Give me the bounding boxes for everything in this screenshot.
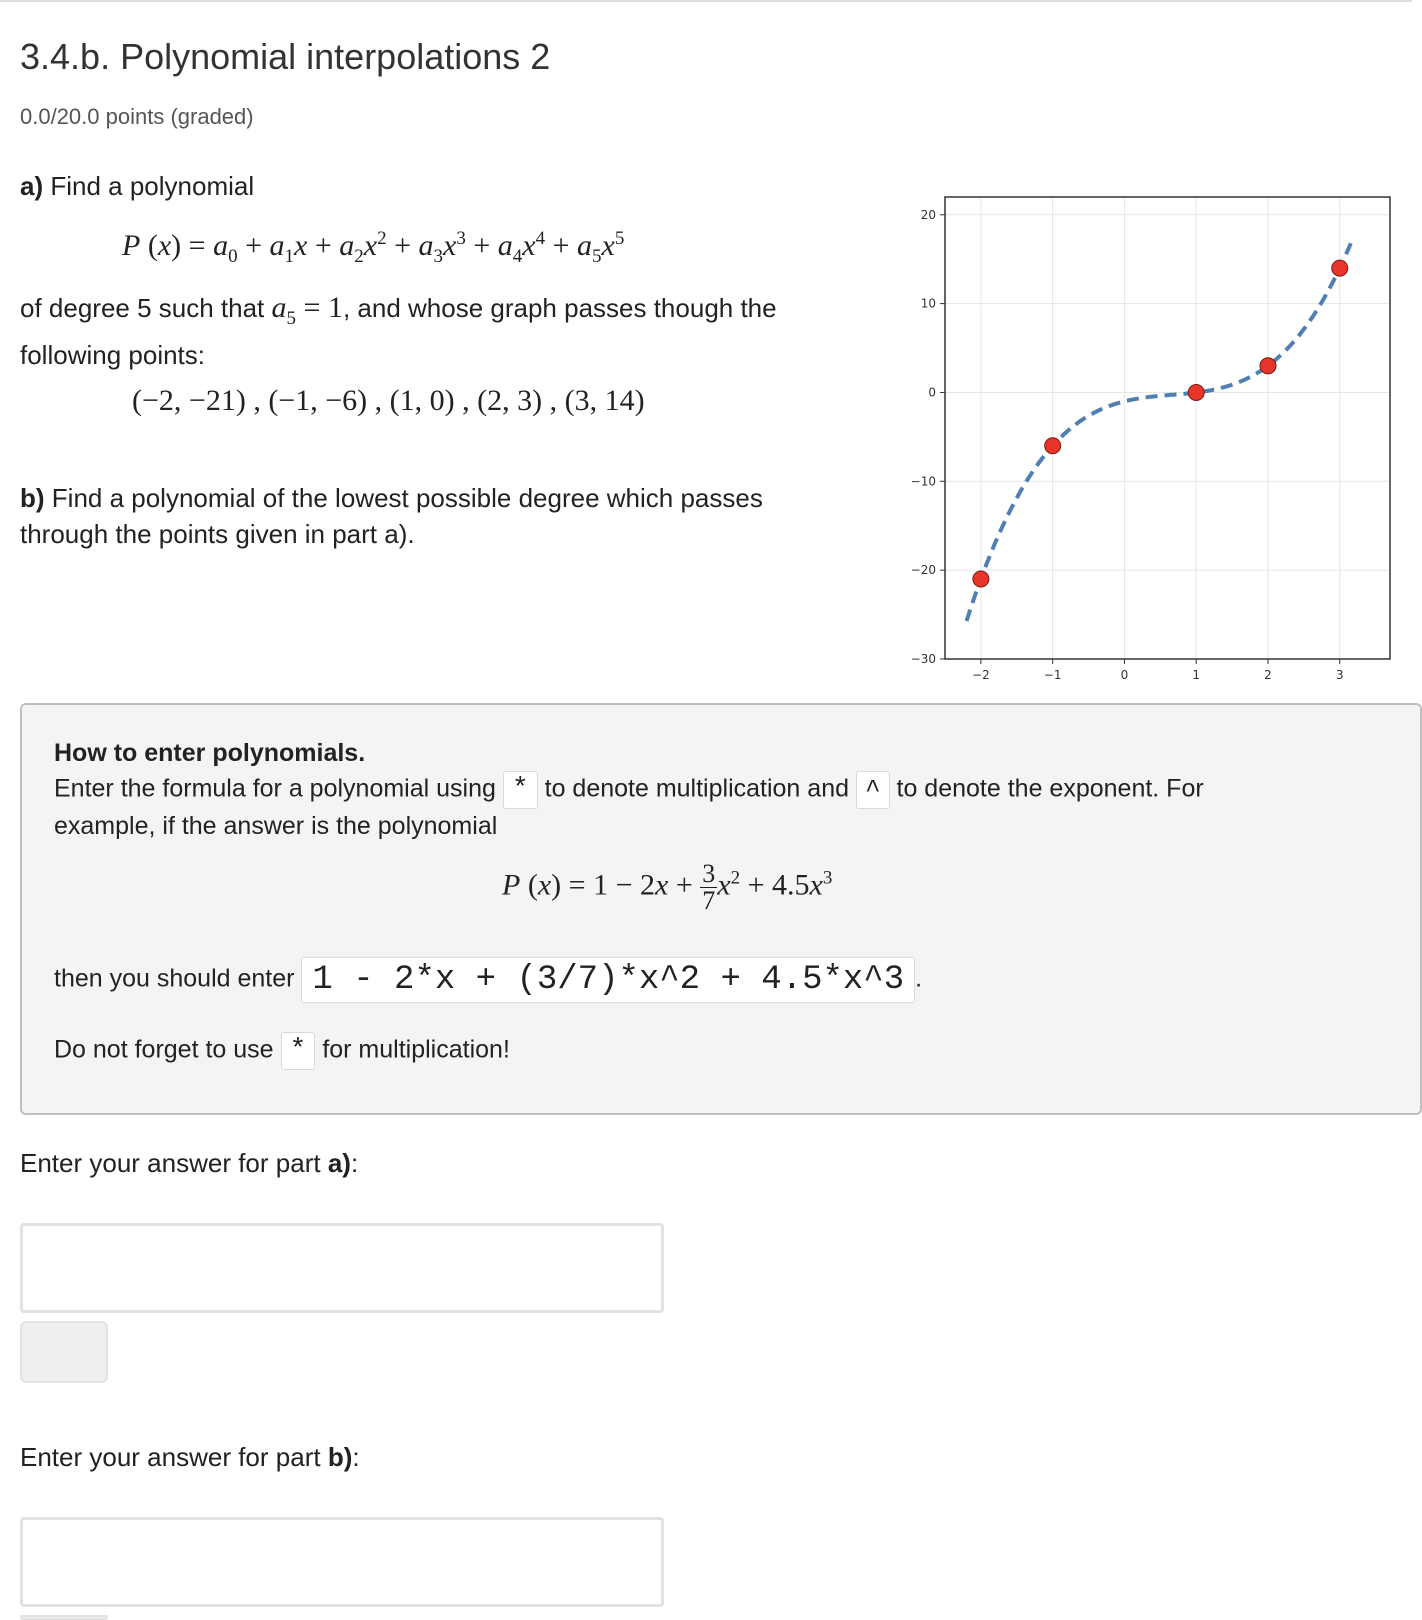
answer-b-input[interactable] — [20, 1517, 664, 1607]
data-point — [1260, 358, 1276, 374]
answer-b-prefix: Enter your answer for part — [20, 1442, 321, 1472]
interpolation-curve — [967, 239, 1353, 621]
a5-condition: $a_5 = 1$ — [271, 291, 343, 329]
part-a-label: a) — [20, 171, 44, 201]
y-tick-label: 10 — [920, 296, 936, 311]
answer-b-submit-button[interactable] — [20, 1615, 108, 1620]
answer-b-tag: b) — [327, 1442, 353, 1472]
period: . — [915, 964, 923, 993]
problem-title: 3.4.b. Polynomial interpolations 2 — [20, 36, 551, 77]
part-b-text — [20, 480, 763, 552]
condition-tail: , and whose graph passes though the — [342, 293, 777, 323]
fraction-3-7: $\frac{3}{7}$ — [702, 859, 716, 915]
y-tick-label: −10 — [910, 474, 936, 489]
part-b-line2: through the points given in part a). — [20, 519, 415, 549]
part-b-line1: Find a polynomial of the lowest possible degree which passes — [51, 483, 763, 513]
answer-b-label — [20, 1442, 360, 1473]
part-a-intro — [20, 168, 254, 204]
reminder-b: for multiplication! — [322, 1035, 510, 1064]
y-tick-label: −20 — [910, 563, 936, 578]
point-list: (−2, −21) , (−1, −6) , (1, 0) , (2, 3) , (3, 14) — [132, 384, 645, 417]
answer-a-label — [20, 1148, 358, 1179]
help-line1-b: to denote multiplication and — [544, 774, 849, 803]
answer-a-tag: a) — [327, 1148, 351, 1178]
data-point — [1188, 384, 1204, 400]
answer-a-colon: : — [350, 1148, 359, 1178]
reminder — [54, 1032, 510, 1070]
x-tick-label: 1 — [1192, 668, 1201, 682]
reminder-mult-symbol: * — [281, 1032, 316, 1070]
x-tick-label: −2 — [972, 668, 990, 682]
polynomial-general-form: P $(x) = a_0 + a_1x + a_2x^2 + a_3x^3 + a_4x^4 + a_5x^5$ — [122, 228, 625, 267]
x-tick-label: 3 — [1335, 668, 1344, 682]
x-tick-label: −1 — [1043, 668, 1062, 682]
part-a-intro-text: Find a polynomial — [50, 171, 255, 201]
part-a-condition — [20, 290, 777, 373]
data-point — [973, 571, 989, 587]
y-tick-label: 20 — [920, 207, 936, 222]
y-tick-label: 0 — [928, 385, 936, 400]
example-code: 1 - 2*x + (3/7)*x^2 + 4.5*x^3 — [301, 957, 915, 1003]
x-tick-label: 2 — [1264, 668, 1272, 682]
then-text: then you should enter — [54, 964, 295, 993]
help-text — [54, 771, 1204, 844]
y-tick-label: −30 — [910, 652, 936, 666]
mult-symbol: * — [503, 771, 538, 809]
help-line2: example, if the answer is the polynomial — [54, 812, 498, 840]
plot-frame — [945, 197, 1390, 659]
answer-b-colon: : — [352, 1442, 360, 1472]
x-tick-label: 0 — [1120, 668, 1129, 682]
exp-symbol: ^ — [856, 771, 890, 809]
help-line1-c: to denote the exponent. For — [896, 774, 1204, 803]
answer-a-prefix: Enter your answer for part — [20, 1148, 321, 1178]
data-point — [1045, 438, 1061, 454]
reminder-a: Do not forget to use — [54, 1035, 274, 1064]
example-entry — [54, 957, 922, 1003]
help-box — [20, 703, 1422, 1115]
answer-a-submit-button[interactable] — [20, 1321, 108, 1383]
example-polynomial: P (x) = 1 − 2x + $\frac{3}{7}$ $x^2 + 4.5x^3$ — [502, 859, 833, 915]
top-divider — [0, 0, 1412, 2]
degree-text: of degree 5 such that — [20, 293, 265, 323]
help-line1-a: Enter the formula for a polynomial using — [54, 774, 496, 803]
part-b-label: b) — [20, 483, 45, 513]
data-point — [1332, 260, 1348, 276]
help-heading: How to enter polynomials. — [54, 739, 366, 767]
points-status: 0.0/20.0 points (graded) — [20, 104, 254, 129]
interpolation-plot — [890, 192, 1396, 682]
answer-a-input[interactable] — [20, 1223, 664, 1313]
points-intro: following points: — [20, 340, 205, 370]
